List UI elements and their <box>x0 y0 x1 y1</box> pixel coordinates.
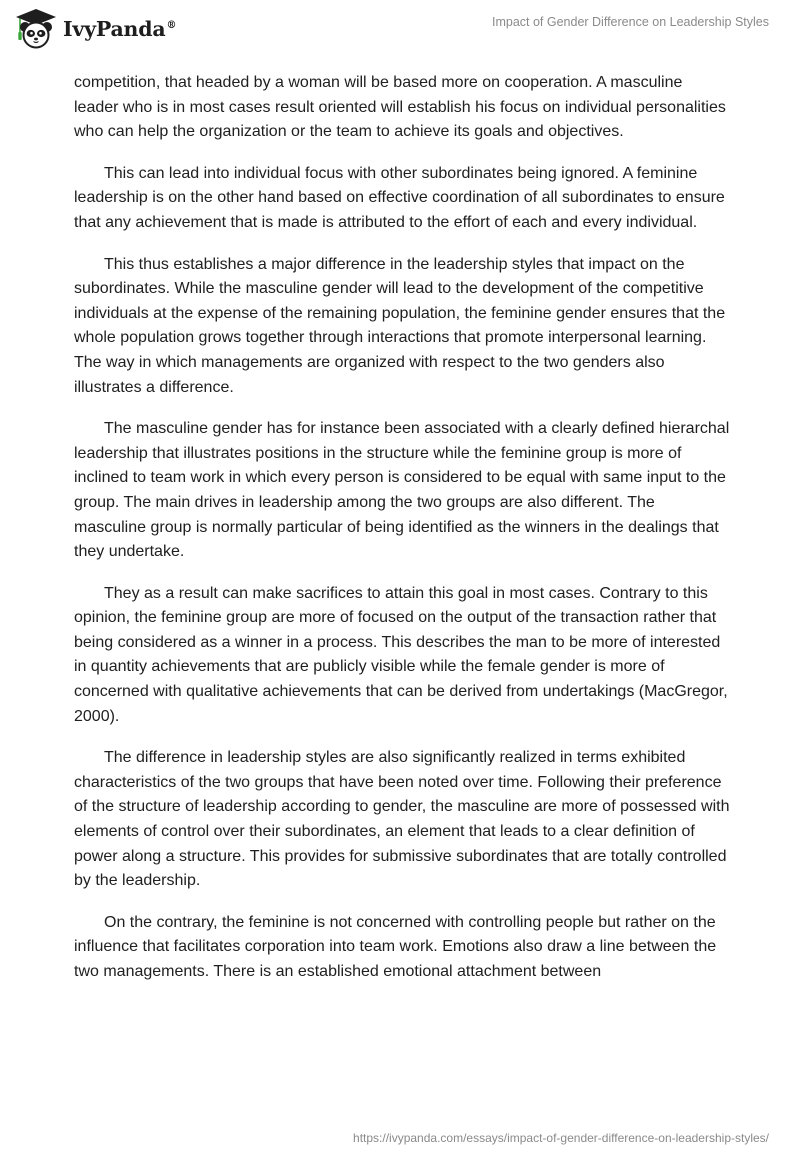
page-header <box>0 0 800 64</box>
paragraph: This thus establishes a major difference in the leadership styles that impact on the subordinates. While the masculine gender will lead to the development of the competitive individuals at the expense of the remaining population, the feminine gender ensures that the whole population grows together through interactions that promote interpersonal learning. The way in which managements are organized with respect to the two genders also illustrates a difference. <box>74 255 726 396</box>
paragraph: On the contrary, the feminine is not concerned with controlling people but rather on the influence that facilitates corporation into team work. Emotions also draw a line between the two managements. There is an established emotional attachment between <box>74 913 717 980</box>
essay-body <box>74 71 730 1002</box>
registered-mark: ® <box>166 20 177 32</box>
paragraph: The difference in leadership styles are also significantly realized in terms exhibited characteristics of the two groups that have been noted over time. Following their preference of the structure of leadership according to gender, the masculine are more of possessed with elements of control over their subordinates, an element that leads to a clear definition of power along a structure. This provides for submissive subordinates that are totally controlled by the leadership. <box>74 749 730 890</box>
document-title: Impact of Gender Difference on Leadership Styles <box>491 15 769 29</box>
paragraph: competition, that headed by a woman will be based more on cooperation. A masculine leader who is in most cases result oriented will establish his focus on individual personalities who can help the organization or the team to achieve its goals and objectives. <box>74 74 726 141</box>
paragraph: The masculine gender has for instance been associated with a clearly defined hierarchal leadership that illustrates positions in the structure while the feminine group is more of inclined to team work in which every person is considered to be equal with same input to the group. The main drives in leadership among the two groups are also different. The masculine group is normally particular of being identified as the winners in the dealings that they undertake. <box>74 420 730 561</box>
logo-wordmark <box>63 17 176 41</box>
logo-name: IvyPanda <box>63 17 166 41</box>
paragraph: This can lead into individual focus with other subordinates being ignored. A feminine leadership is on the other hand based on effective coordination of all subordinates to ensure that any achievement that is made is attributed to the effort of each and every individual. <box>74 164 725 231</box>
source-url[interactable]: https://ivypanda.com/essays/impact-of-gender-difference-on-leadership-styles/ <box>353 1131 769 1145</box>
ivypanda-logo[interactable] <box>14 8 176 50</box>
panda-graduate-icon <box>14 8 58 50</box>
paragraph: They as a result can make sacrifices to attain this goal in most cases. Contrary to this opinion, the feminine group are more of focused on the output of the transaction rather that being considered as a winner in a process. This describes the man to be more of interested in quantity achievements that are publicly visible while the female gender is more of concerned with qualitative achievements that can be derived from undertakings (MacGregor, 2000). <box>74 584 728 725</box>
